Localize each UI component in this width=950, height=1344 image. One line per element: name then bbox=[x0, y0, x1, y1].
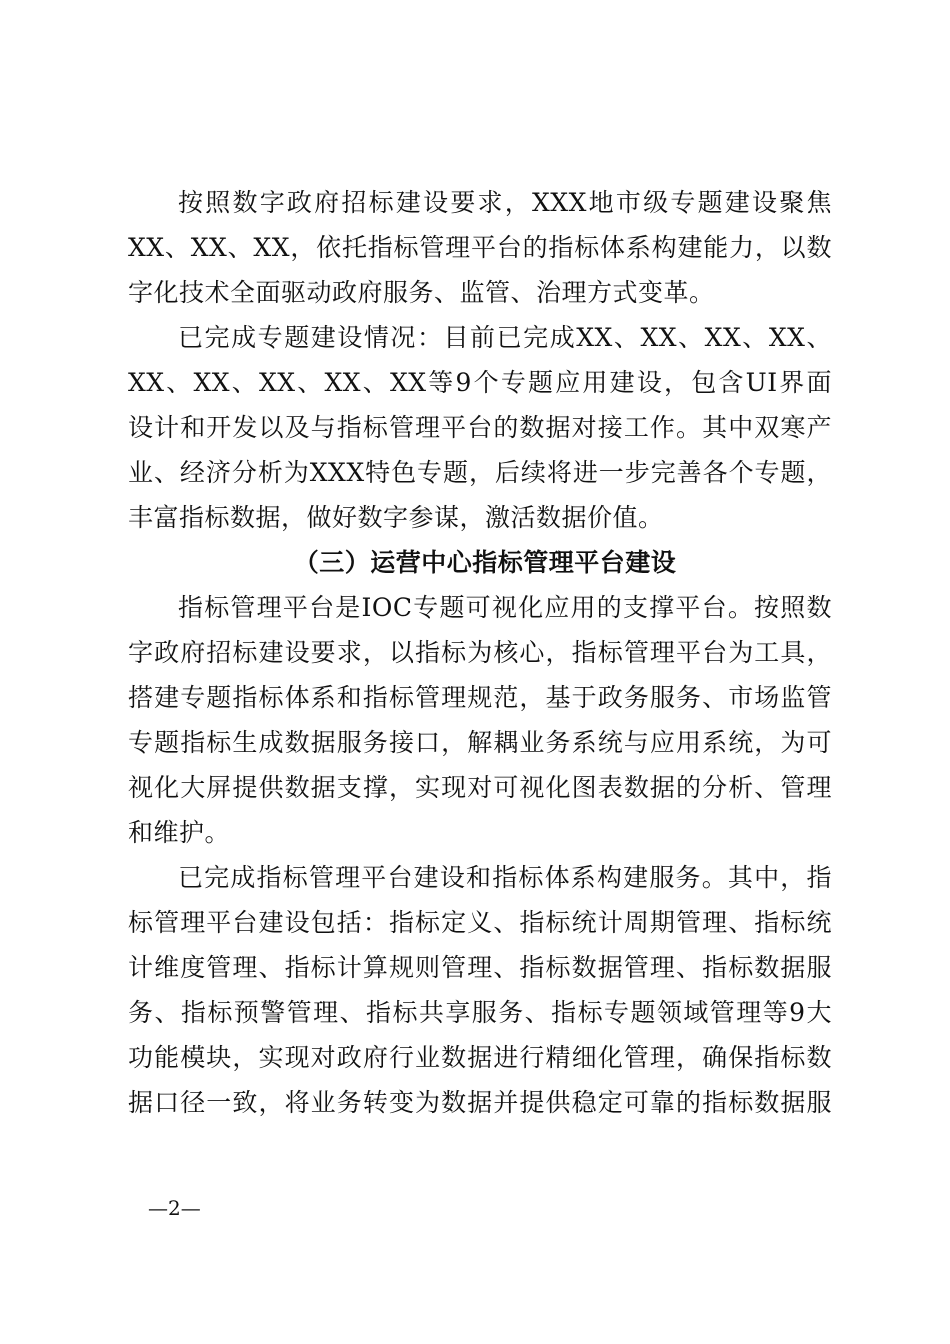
paragraph-3-line-3: 搭建专题指标体系和指标管理规范，基于政务服务、市场监管 bbox=[128, 683, 832, 712]
document-body bbox=[128, 180, 832, 1125]
paragraph-3-line-1: 指标管理平台是IOC专题可视化应用的支撑平台。按照数 bbox=[178, 593, 832, 622]
paragraph-3-line-4: 专题指标生成数据服务接口，解耦业务系统与应用系统，为可 bbox=[128, 728, 832, 757]
paragraph-4-line-5: 功能模块，实现对政府行业数据进行精细化管理，确保指标数 bbox=[128, 1043, 832, 1072]
paragraph-1-line-3: 字化技术全面驱动政府服务、监管、治理方式变革。 bbox=[128, 278, 715, 307]
paragraph-2-line-3: 设计和开发以及与指标管理平台的数据对接工作。其中双寒产 bbox=[128, 413, 832, 442]
paragraph-4-line-1: 已完成指标管理平台建设和指标体系构建服务。其中，指 bbox=[178, 863, 832, 892]
paragraph-4-line-6: 据口径一致，将业务转变为数据并提供稳定可靠的指标数据服 bbox=[128, 1088, 832, 1117]
paragraph-4-line-3: 计维度管理、指标计算规则管理、指标数据管理、指标数据服 bbox=[128, 953, 832, 982]
page-number: —2— bbox=[148, 1196, 201, 1220]
paragraph-2-line-1: 已完成专题建设情况：目前已完成XX、XX、XX、XX、 bbox=[178, 323, 832, 352]
paragraph-2-line-4: 业、经济分析为XXX特色专题，后续将进一步完善各个专题， bbox=[128, 458, 832, 487]
paragraph-3-line-5: 视化大屏提供数据支撑，实现对可视化图表数据的分析、管理 bbox=[128, 773, 832, 802]
paragraph-2-line-5: 丰富指标数据，做好数字参谋，激活数据价值。 bbox=[128, 503, 664, 532]
paragraph-4-line-4: 务、指标预警管理、指标共享服务、指标专题领域管理等9大 bbox=[128, 998, 832, 1027]
paragraph-2-line-2: XX、XX、XX、XX、XX等9个专题应用建设，包含UI界面 bbox=[128, 368, 832, 397]
paragraph-1-line-2: XX、XX、XX，依托指标管理平台的指标体系构建能力，以数 bbox=[128, 233, 832, 262]
paragraph-1-line-1: 按照数字政府招标建设要求，XXX地市级专题建设聚焦 bbox=[178, 188, 832, 217]
paragraph-4-line-2: 标管理平台建设包括：指标定义、指标统计周期管理、指标统 bbox=[128, 908, 832, 937]
paragraph-3-line-6: 和维护。 bbox=[128, 818, 231, 847]
section-heading: （三）运营中心指标管理平台建设 bbox=[293, 548, 677, 577]
paragraph-3-line-2: 字政府招标建设要求，以指标为核心，指标管理平台为工具， bbox=[128, 638, 832, 667]
